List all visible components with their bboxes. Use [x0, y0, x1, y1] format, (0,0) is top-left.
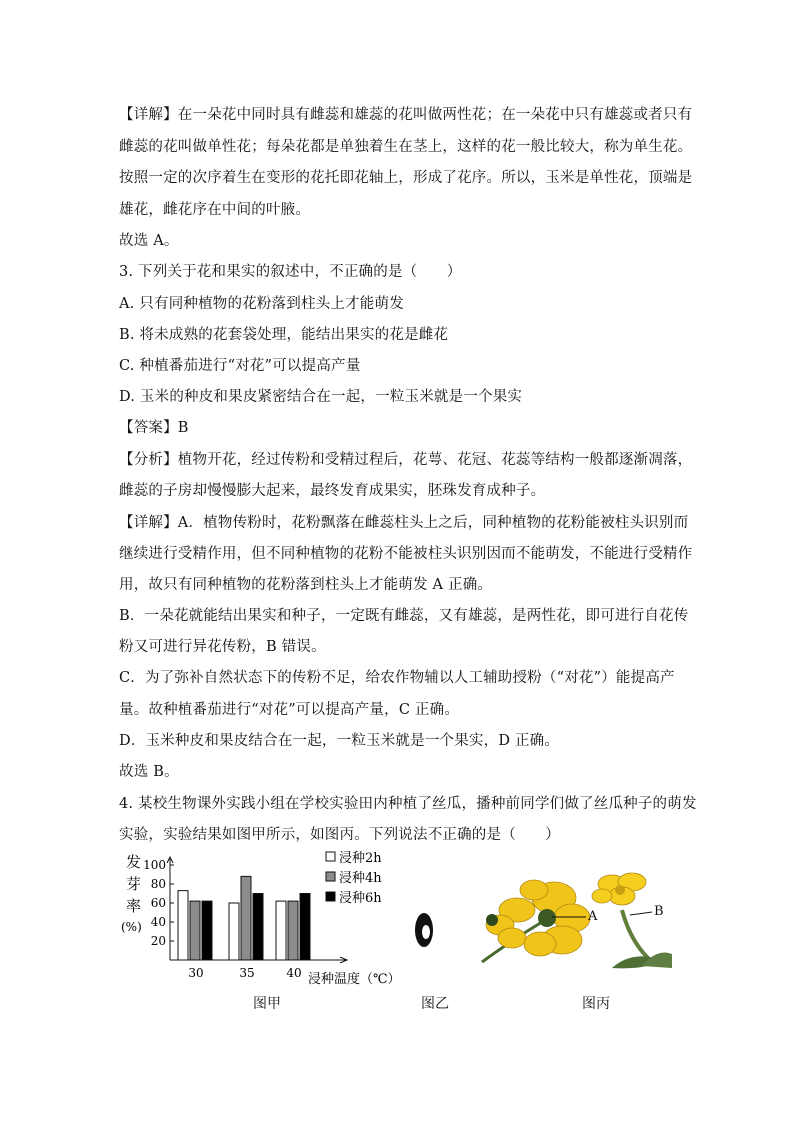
caption-figure-c: 图丙	[582, 996, 610, 1012]
x-axis-label: 浸种温度（℃）	[308, 972, 401, 987]
text-line: 量。故种植番茄进行“对花”可以提高产量，C 正确。	[119, 702, 460, 718]
x-tick-label: 30	[188, 966, 204, 980]
bar	[276, 901, 286, 960]
text-line: 3. 下列关于花和果实的叙述中，不正确的是（ ）	[119, 264, 462, 280]
text-line: C．为了弥补自然状态下的传粉不足，给农作物辅以人工辅助授粉（“对花”）能提高产	[119, 670, 675, 686]
text-line: 【答案】B	[119, 420, 189, 436]
text-line: B. 将未成熟的花套袋处理，能结出果实的花是雌花	[119, 327, 449, 343]
y-tick-label: 40	[150, 915, 166, 929]
x-tick-label: 35	[239, 966, 255, 980]
text-line: 故选 A。	[119, 233, 179, 249]
text-line: 雌蕊的花叫做单性花；每朵花都是单独着生在茎上，这样的花一般比较大，称为单生花。	[119, 139, 693, 155]
bar	[300, 894, 310, 961]
text-line: B．一朵花就能结出果实和种子，一定既有雌蕊，又有雄蕊，是两性花，即可进行自花传	[119, 608, 689, 624]
y-axis-label-char: 率	[126, 897, 142, 915]
legend-swatch	[326, 892, 335, 901]
bar	[190, 901, 200, 960]
y-axis-label-char: 发	[126, 853, 142, 871]
y-tick-label: 80	[150, 877, 166, 891]
text-line: 【分析】植物开花，经过传粉和受精过程后，花萼、花冠、花蕊等结构一般都逐渐凋落，	[119, 452, 693, 468]
text-line: 【详解】在一朵花中同时具有雌蕊和雄蕊的花叫做两性花；在一朵花中只有雄蕊或者只有	[119, 107, 693, 123]
legend-label: 浸种6h	[339, 891, 382, 906]
x-tick-label: 40	[286, 966, 302, 980]
caption-figure-a: 图甲	[253, 996, 281, 1012]
text-line: 实验，实验结果如图甲所示，如图丙。下列说法不正确的是（ ）	[119, 827, 560, 843]
bar	[253, 894, 263, 961]
loofah-flower-illustration	[472, 870, 672, 970]
label-A: A	[588, 909, 598, 924]
text-line: A. 只有同种植物的花粉落到柱头上才能萌发	[119, 296, 404, 312]
text-line: 用，故只有同种植物的花粉落到柱头上才能萌发 A 正确。	[119, 577, 493, 593]
legend-label: 浸种2h	[339, 851, 382, 866]
germination-bar-chart	[118, 845, 408, 990]
bar	[241, 876, 251, 960]
y-axis-label-char: 芽	[126, 875, 142, 893]
y-tick-label: 100	[143, 858, 166, 872]
text-line: 雄花，雌花序在中间的叶腋。	[119, 202, 311, 218]
text-line: C. 种植番茄进行“对花”可以提高产量	[119, 358, 361, 374]
y-tick-label: 60	[150, 896, 166, 910]
bar	[202, 901, 212, 960]
text-line: D. 玉米的种皮和果皮紧密结合在一起，一粒玉米就是一个果实	[119, 389, 523, 405]
bar	[229, 903, 239, 960]
legend-swatch	[326, 852, 335, 861]
bar	[288, 901, 298, 960]
y-axis-label-char: (%)	[121, 920, 142, 934]
text-line: 故选 B。	[119, 764, 179, 780]
legend-swatch	[326, 872, 335, 881]
label-B: B	[654, 904, 664, 919]
bar	[178, 891, 188, 960]
text-line: 4. 某校生物课外实践小组在学校实验田内种植了丝瓜，播种前同学们做了丝瓜种子的萌发	[119, 796, 697, 812]
text-line: 继续进行受精作用，但不同种植物的花粉不能被柱头识别因而不能萌发，不能进行受精作	[119, 546, 693, 562]
text-line: D．玉米种皮和果皮结合在一起，一粒玉米就是一个果实，D 正确。	[119, 733, 560, 749]
text-line: 按照一定的次序着生在变形的花托即花轴上，形成了花序。所以，玉米是单性花，顶端是	[119, 170, 693, 186]
caption-figure-b: 图乙	[421, 996, 449, 1012]
legend-label: 浸种4h	[339, 871, 382, 886]
text-line: 雌蕊的子房却慢慢膨大起来，最终发育成果实，胚珠发育成种子。	[119, 483, 546, 499]
text-line: 【详解】A．植物传粉时，花粉飘落在雌蕊柱头上之后，同种植物的花粉能被柱头识别而	[119, 515, 689, 531]
seed-illustration	[410, 908, 438, 952]
text-line: 粉又可进行异花传粉，B 错误。	[119, 639, 326, 655]
y-tick-label: 20	[150, 934, 166, 948]
